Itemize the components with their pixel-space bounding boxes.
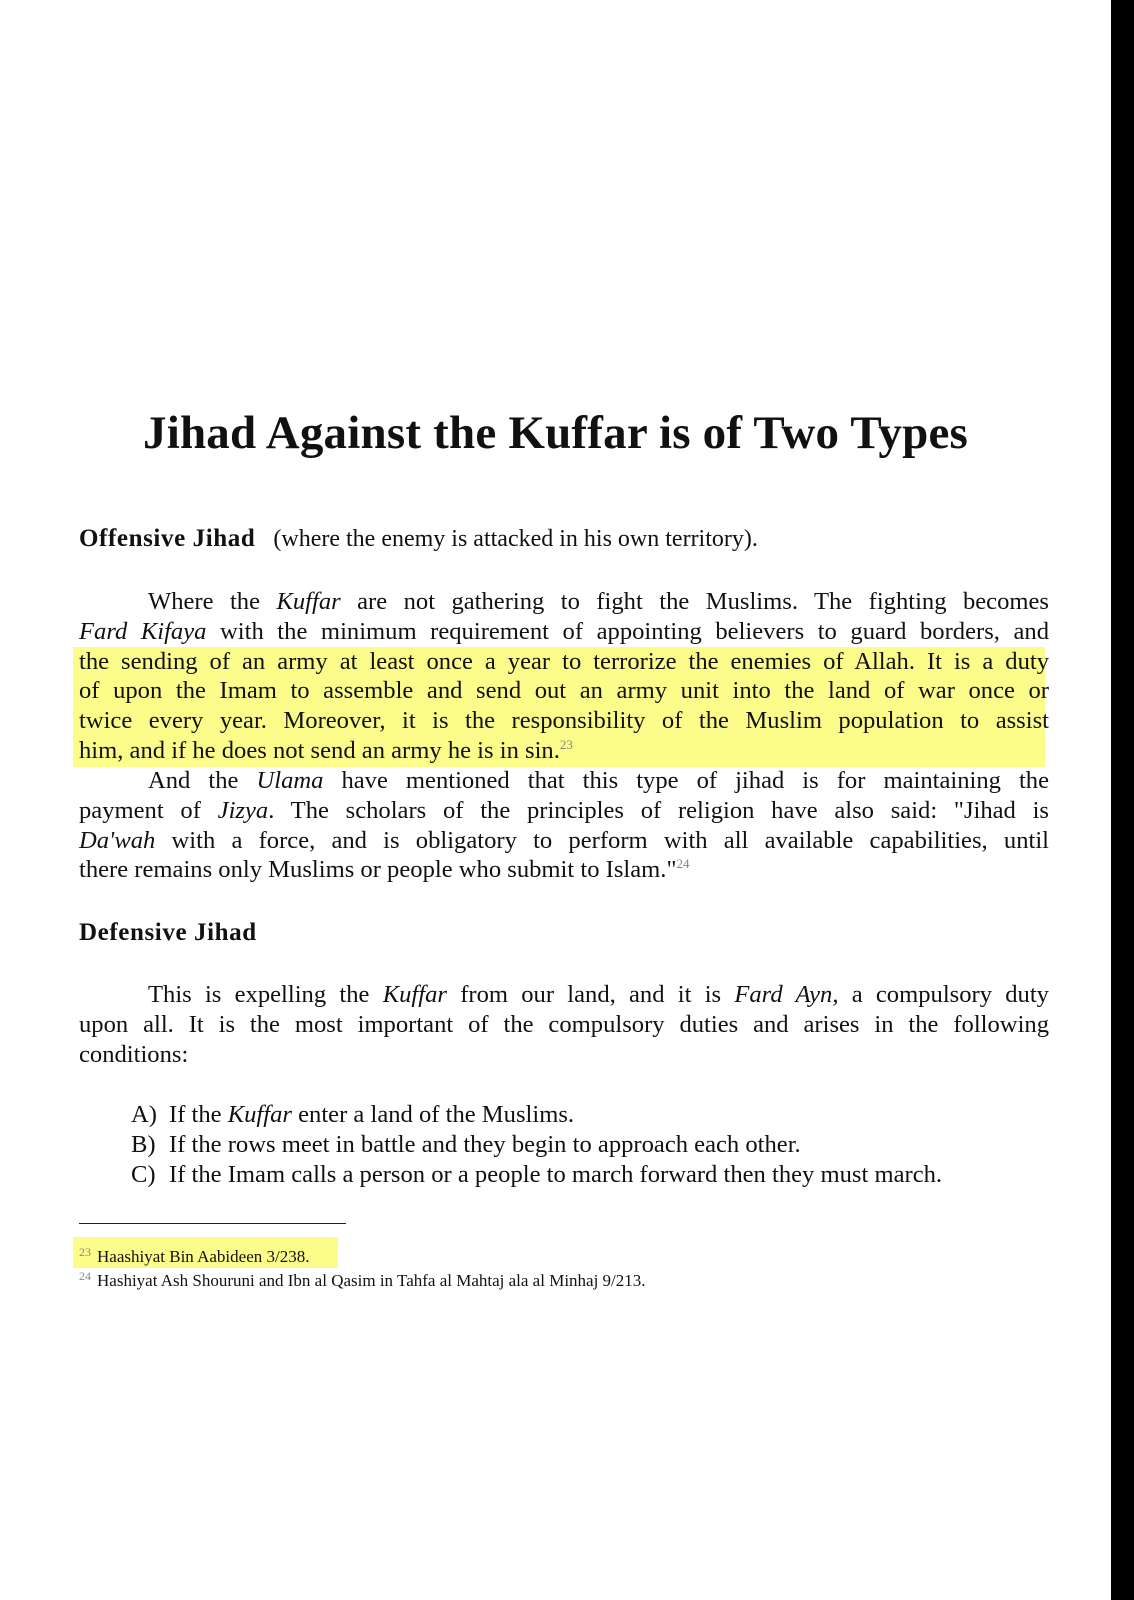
text-line: upon all. It is the most important of the compulsory duties and arises in the following [79,1010,1049,1038]
text-line: And the Ulama have mentioned that this type of jihad is for maintaining the [148,767,1049,794]
offensive-paragraph-2 [79,766,1049,885]
defensive-heading-text: Defensive Jihad [79,919,257,946]
text-line: there remains only Muslims or people who submit to Islam."$^{24}$ [79,856,690,884]
text-line: conditions: [79,1040,189,1068]
list-item: C) If the Imam calls a person or a people to march forward then they must march. [131,1161,943,1188]
text-line: Where the Kuffar are not gathering to fight the Muslims. The fighting becomes [148,588,1049,615]
defensive-paragraph [79,980,1049,1069]
offensive-jihad-heading [79,524,758,554]
list-item: A) If the Kuffar enter a land of the Muslims. [131,1101,575,1128]
text-line: twice every year. Moreover, it is the responsibility of the Muslim population to assist [79,707,1049,735]
page-edge [1111,0,1134,1600]
text-line: him, and if he does not send an army he is in sin.$^{23}$ [79,736,573,764]
footnote-23: $^{23}$ Haashiyat Bin Aabideen 3/238. [79,1245,310,1266]
footnote-ref-24[interactable]: 24 [676,856,690,872]
offensive-paragraph-1 [79,587,1049,766]
offensive-heading-note: (where the enemy is attacked in his own territory). [273,526,758,552]
footnote-separator [79,1223,346,1224]
text-line: payment of Jizya. The scholars of the principles of religion have also said: "Jihad is [79,796,1049,824]
defensive-jihad-heading [79,918,257,948]
footnote-ref-23[interactable]: 23 [559,736,573,752]
offensive-heading-text: Offensive Jihad [79,525,256,552]
text-line: the sending of an army at least once a year to terrorize the enemies of Allah. It is a duty [79,647,1049,675]
list-item: B) If the rows meet in battle and they begin to approach each other. [131,1131,801,1158]
text-line: Fard Kifaya with the minimum requirement of appointing believers to guard borders, and [79,617,1049,645]
text-line: Da'wah with a force, and is obligatory to perform with all available capabilities, until [79,826,1049,854]
text-line: of upon the Imam to assemble and send out an army unit into the land of war once or [79,677,1049,705]
footnote-24: $^{24}$ Hashiyat Ash Shouruni and Ibn al Qasim in Tahfa al Mahtaj ala al Minhaj 9/213. [79,1269,646,1290]
text-line: This is expelling the Kuffar from our land, and it is Fard Ayn, a compulsory duty [148,981,1049,1008]
conditions-list [131,1100,942,1190]
page-title: Jihad Against the Kuffar is of Two Types [143,407,968,459]
